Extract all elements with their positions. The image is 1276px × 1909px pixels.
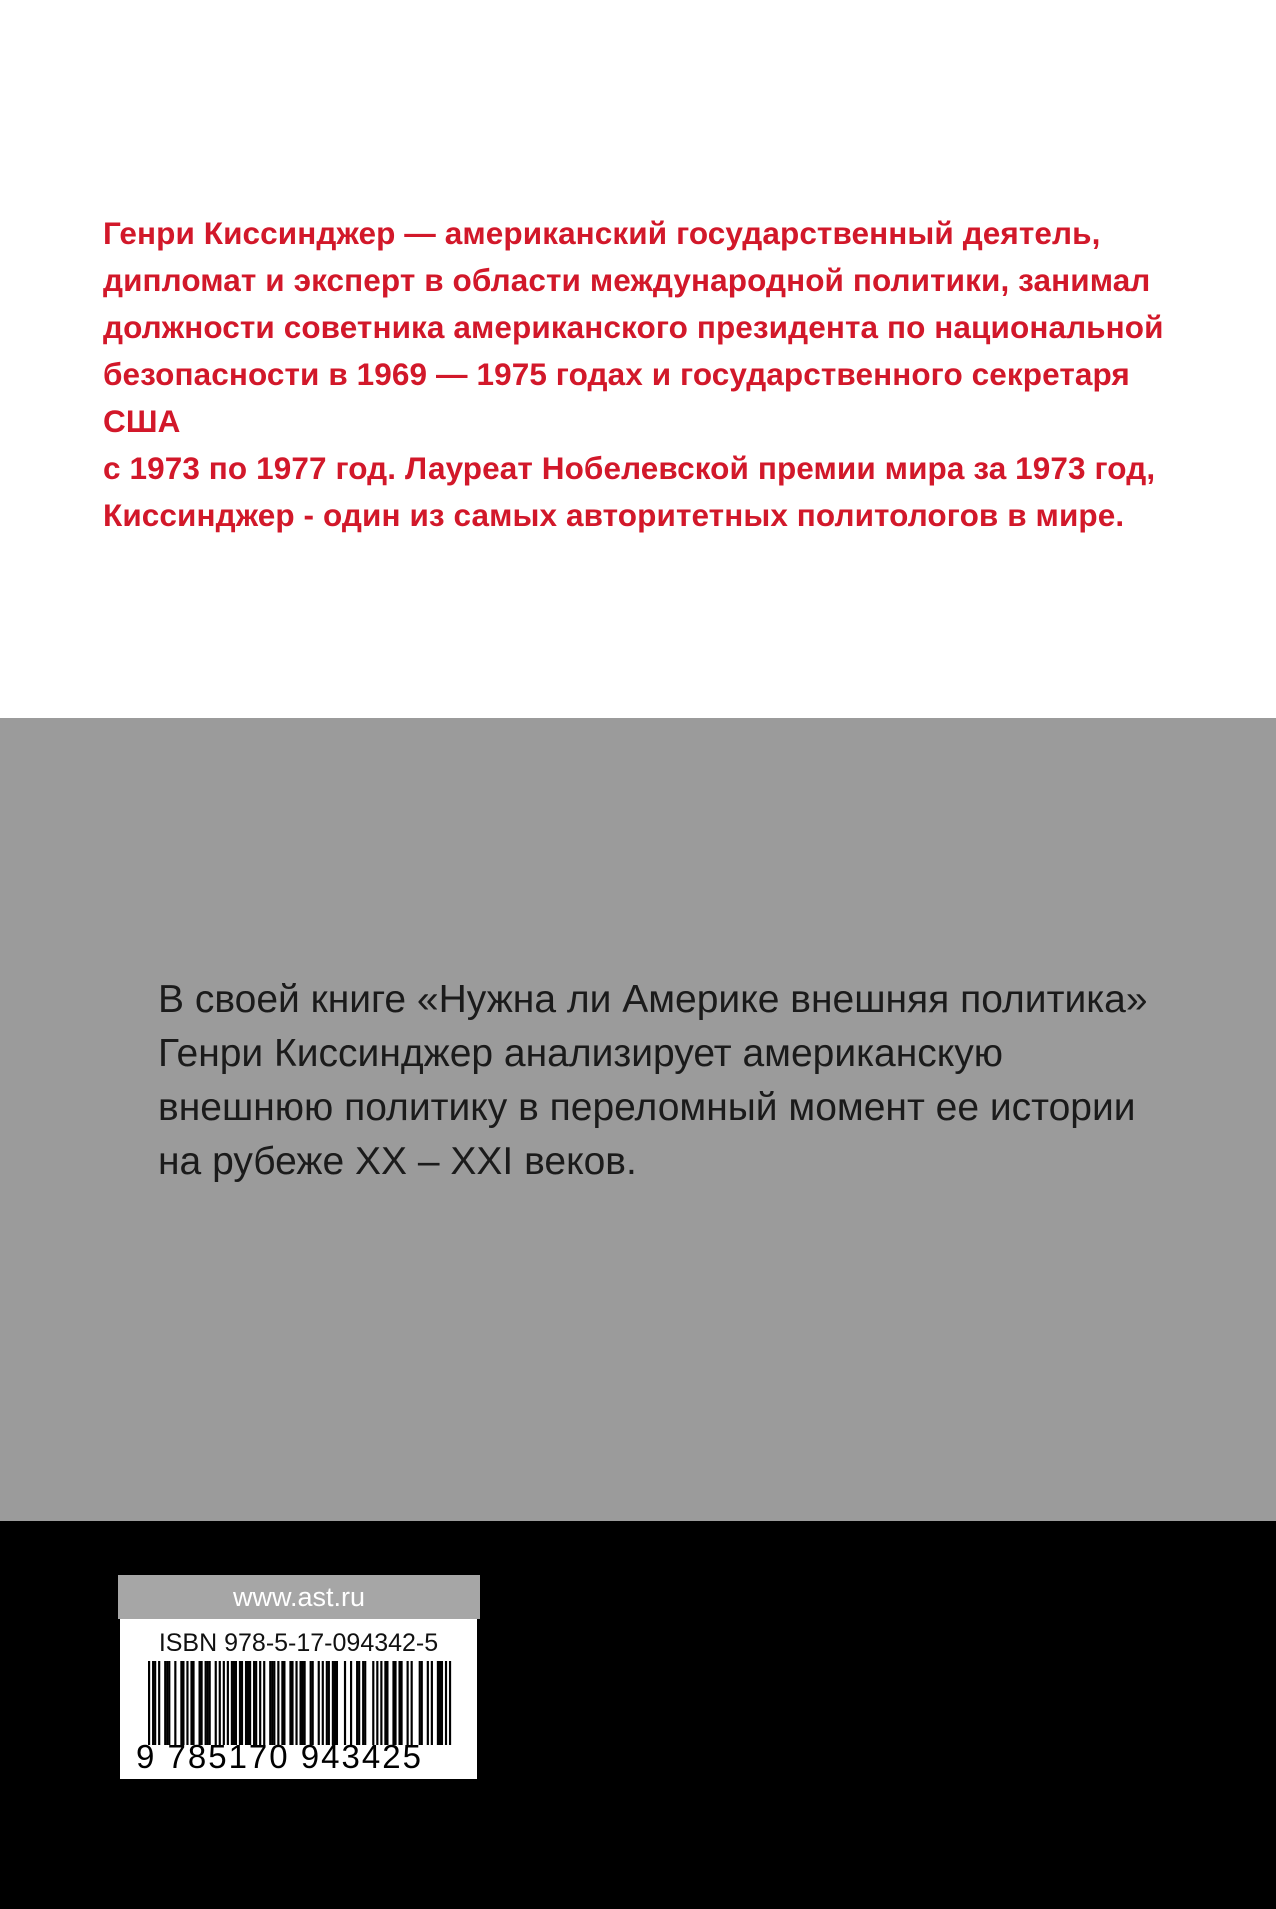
publisher-footer (0, 1521, 1276, 1909)
author-bio-section (0, 0, 1276, 718)
author-bio-text: Генри Киссинджер — американский государственный деятель, дипломат и эксперт в области международной политики, занимал должности советника американского президента по национальной безопасности в 1969 — 1975 годах и государственного секретаря США с 1973 по 1977 год. Лауреат Нобелевской премии мира за 1973 год, Киссинджер - один из самых авторитетных политологов в мире. (103, 215, 1164, 533)
isbn-label: ISBN 978-5-17-094342-5 (158, 1629, 439, 1657)
publisher-website: www.ast.ru (118, 1575, 480, 1619)
isbn-barcode-box (120, 1619, 477, 1779)
book-annotation-text: В своей книге «Нужна ли Америке внешняя политика» Генри Киссинджер анализирует американскую внешнюю политику в переломный момент ее истории на рубеже XX – XXI веков. (158, 978, 1148, 1183)
ean-digits: 9 785170 943425 (136, 1738, 423, 1775)
annotation-section (0, 718, 1276, 1521)
